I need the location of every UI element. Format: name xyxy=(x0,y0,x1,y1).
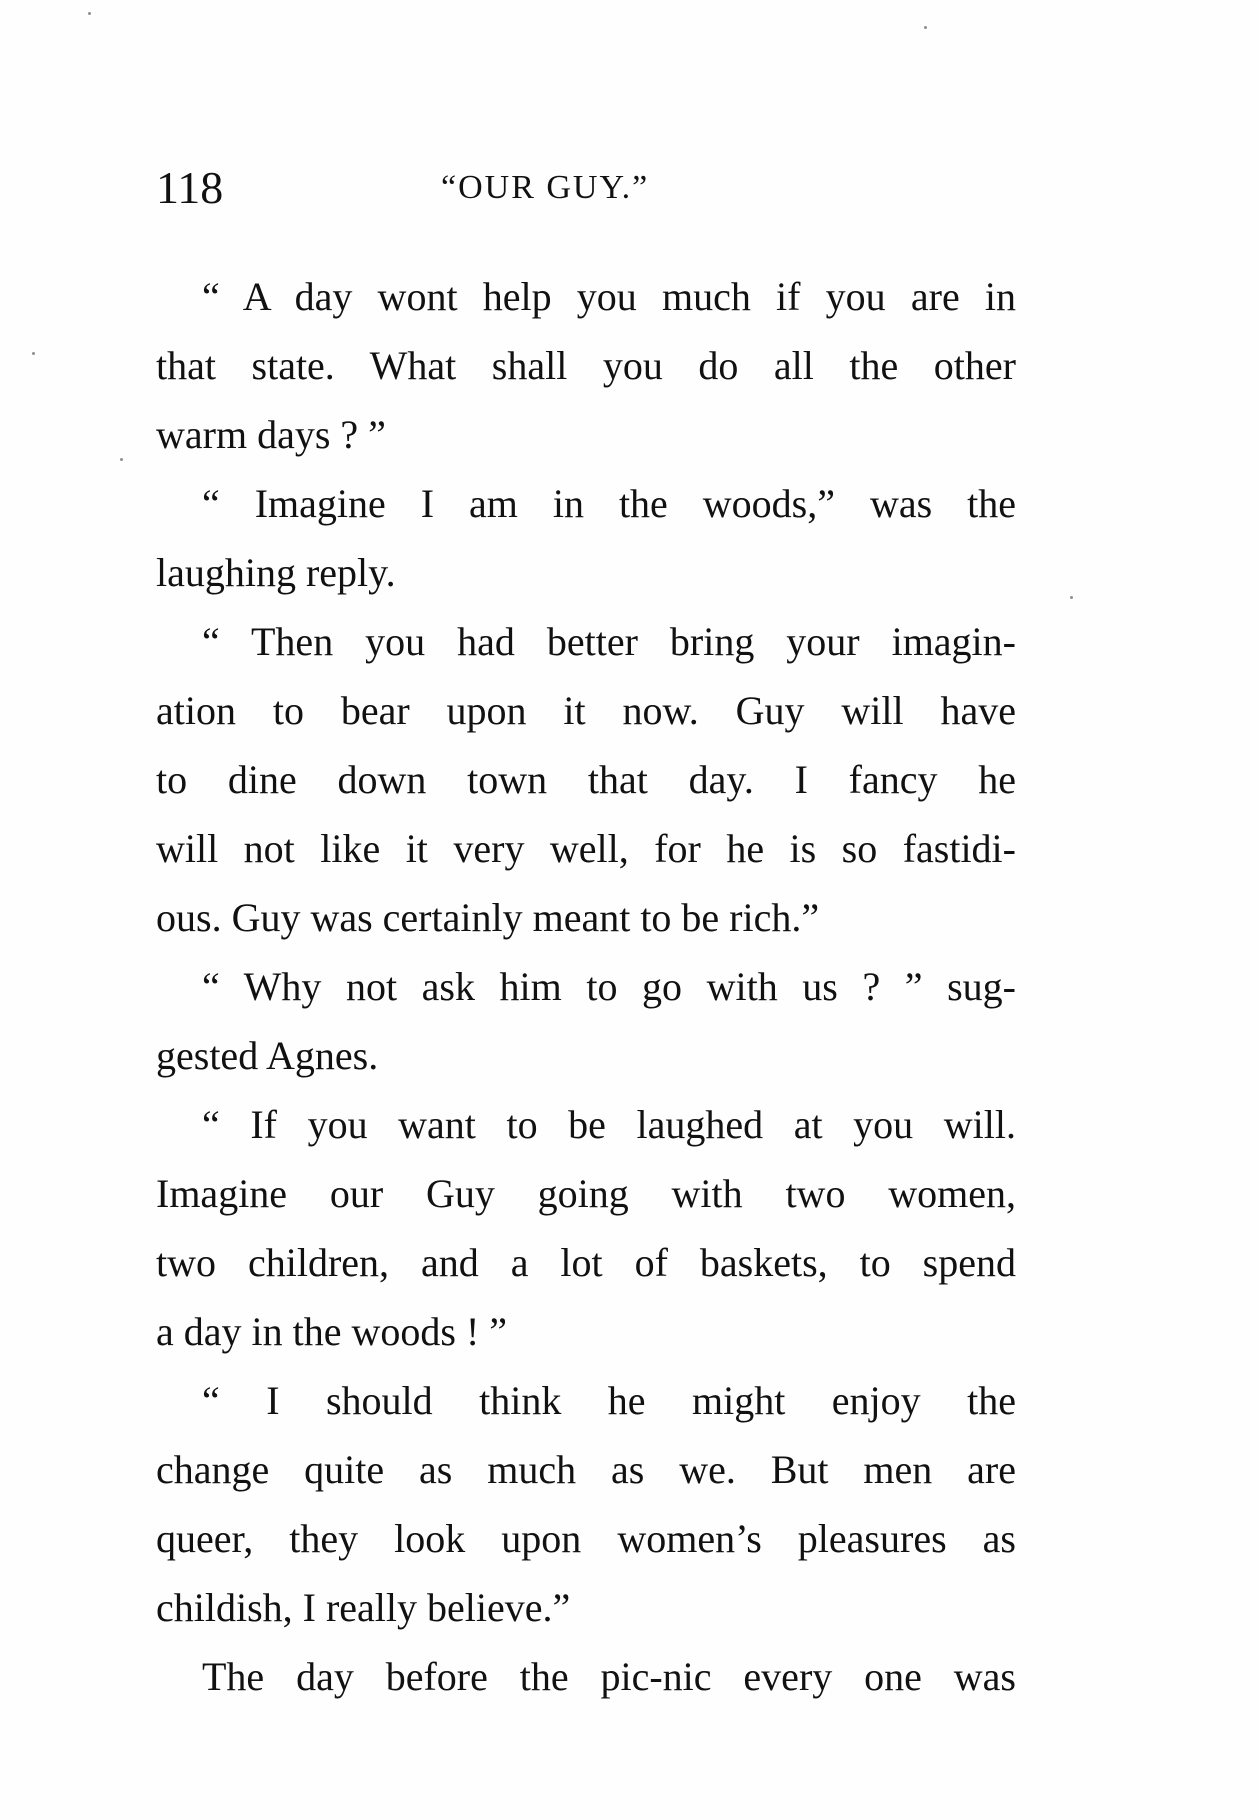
print-speck xyxy=(924,26,927,29)
text-line: “ Then you had better bring your imagin- xyxy=(202,619,1016,664)
page-header xyxy=(156,158,1016,218)
page-number: 118 xyxy=(156,162,224,213)
text-line: The day before the pic-nic every one was xyxy=(202,1654,1016,1699)
text-line: ation to bear upon it now. Guy will have xyxy=(156,688,1016,733)
text-line: will not like it very well, for he is so fastidi- xyxy=(156,826,1016,871)
text-line: queer, they look upon women’s pleasures as xyxy=(156,1516,1016,1561)
text-line: gested Agnes. xyxy=(156,1033,379,1078)
print-speck xyxy=(120,458,123,461)
running-title: “OUR GUY.” xyxy=(441,169,650,206)
text-line: warm days ? ” xyxy=(156,412,386,457)
text-line: to dine down town that day. I fancy he xyxy=(156,757,1016,802)
print-speck xyxy=(32,352,35,355)
text-line: “ Imagine I am in the woods,” was the xyxy=(202,481,1016,526)
text-line: “ I should think he might enjoy the xyxy=(202,1378,1016,1423)
text-line: that state. What shall you do all the other xyxy=(156,343,1016,388)
text-line: a day in the woods ! ” xyxy=(156,1309,508,1354)
body-text xyxy=(156,262,1016,1711)
print-speck xyxy=(88,12,91,15)
text-line: ous. Guy was certainly meant to be rich.” xyxy=(156,895,820,940)
text-line: two children, and a lot of baskets, to spend xyxy=(156,1240,1016,1285)
text-line: childish, I really believe.” xyxy=(156,1585,571,1630)
print-speck xyxy=(1070,596,1073,599)
text-line: laughing reply. xyxy=(156,550,396,595)
text-line: “ Why not ask him to go with us ? ” sug- xyxy=(202,964,1016,1009)
text-line: Imagine our Guy going with two women, xyxy=(156,1171,1016,1216)
text-line: “ A day wont help you much if you are in xyxy=(202,274,1016,319)
text-line: “ If you want to be laughed at you will. xyxy=(202,1102,1016,1147)
text-line: change quite as much as we. But men are xyxy=(156,1447,1016,1492)
